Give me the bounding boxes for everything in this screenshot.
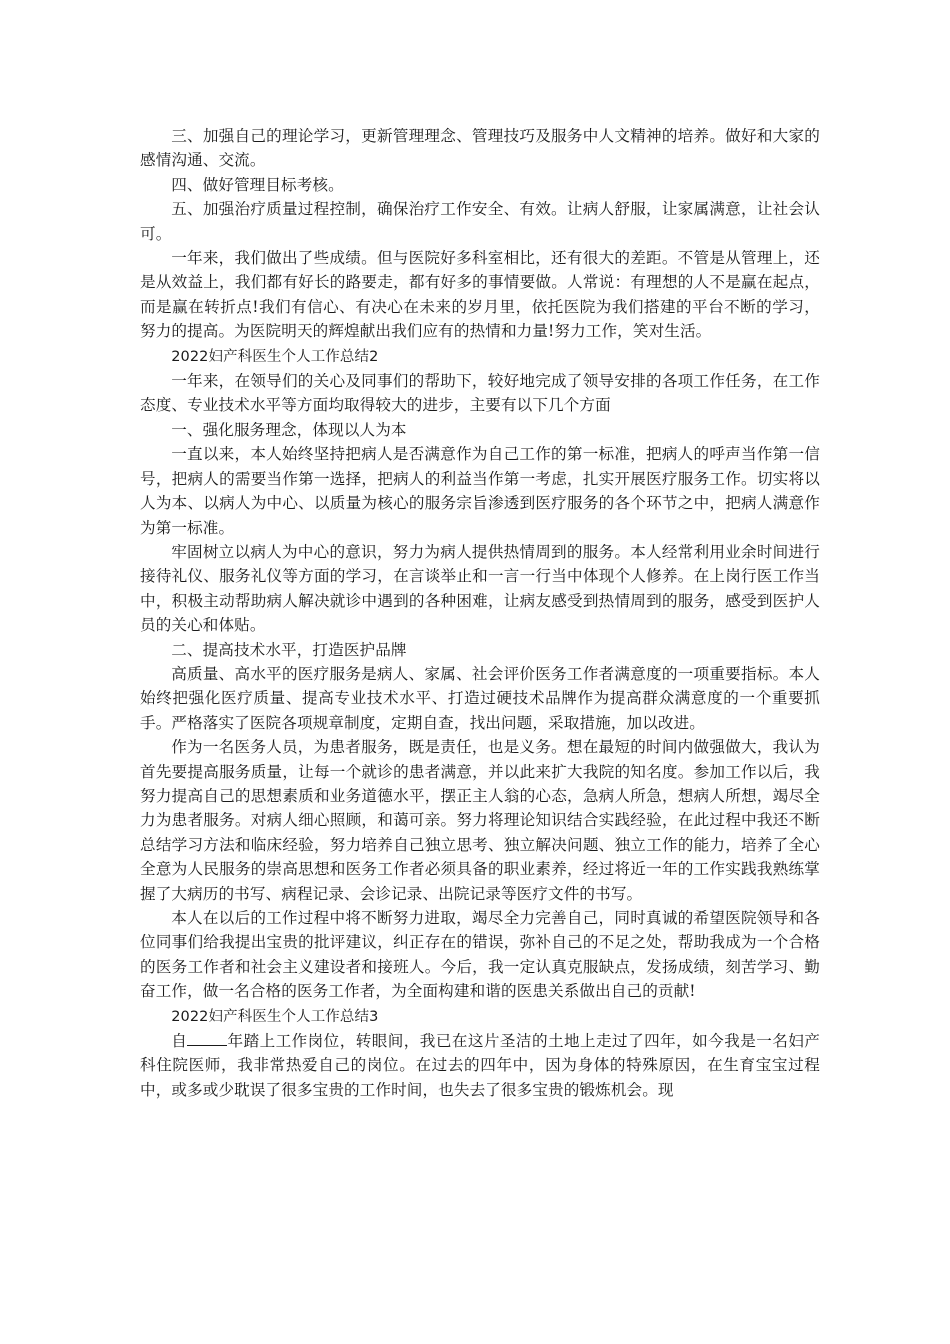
section-heading-text: 2022妇产科医生个人工作总结2 — [171, 348, 379, 365]
paragraph: 五、加强治疗质量过程控制，确保治疗工作安全、有效。让病人舒服，让家属满意，让社会认可。 — [140, 200, 820, 243]
paragraph: 一年来，在领导们的关心及同事们的帮助下，较好地完成了领导安排的各项工作任务，在工作态度、专业技术水平等方面均取得较大的进步，主要有以下几个方面 — [140, 372, 820, 415]
document-page — [140, 124, 820, 1102]
paragraph-text-start: 自 — [171, 1032, 188, 1051]
paragraph: 本人在以后的工作过程中将不断努力进取，竭尽全力完善自己，同时真诚的希望医院领导和各位同事们给我提出宝贵的批评建议，纠正存在的错误，弥补自己的不足之处，帮助我成为一个合格的医务工作者和社会主义建设者和接班人。今后，我一定认真克服缺点，发扬成绩，刻苦学习、勤奋工作，做一名合格的医务工作者，为全面构建和谐的医患关系做出自己的贡献! — [140, 909, 820, 1001]
paragraph: 一、强化服务理念，体现以人为本 — [171, 420, 407, 439]
section-heading-text: 2022妇产科医生个人工作总结3 — [171, 1008, 379, 1025]
paragraph-text-rest: 年踏上工作岗位，转眼间，我已在这片圣洁的土地上走过了四年，如今我是一名妇产科住院医师，我非常热爱自己的岗位。在过去的四年中，因为身体的特殊原因，在生育宝宝过程中，或多或少耽误了很多宝贵的工作时间，也失去了很多宝贵的锻炼机会。现 — [140, 1032, 820, 1099]
paragraph: 一直以来，本人始终坚持把病人是否满意作为自己工作的第一标准，把病人的呼声当作第一信号，把病人的需要当作第一选择，把病人的利益当作第一考虑，扎实开展医疗服务工作。切实将以人为本、以病人为中心、以质量为核心的服务宗旨渗透到医疗服务的各个环节之中，把病人满意作为第一标准。 — [140, 445, 820, 537]
paragraph: 四、做好管理目标考核。 — [171, 175, 344, 194]
paragraph: 作为一名医务人员，为患者服务，既是责任，也是义务。想在最短的时间内做强做大，我认为首先要提高服务质量，让每一个就诊的患者满意，并以此来扩大我院的知名度。参加工作以后，我努力提高自己的思想素质和业务道德水平，摆正主人翁的心态，急病人所急，想病人所想，竭尽全力为患者服务。对病人细心照顾，和蔼可亲。努力将理论知识结合实践经验，在此过程中我还不断总结学习方法和临床经验，努力培养自己独立思考、独立解决问题、独立工作的能力，培养了全心全意为人民服务的崇高思想和医务工作者必须具备的职业素养，经过将近一年的工作实践我熟练掌握了大病历的书写、病程记录、会诊记录、出院记录等医疗文件的书写。 — [140, 738, 820, 903]
paragraph: 一年来，我们做出了些成绩。但与医院好多科室相比，还有很大的差距。不管是从管理上，还是从效益上，我们都有好长的路要走，都有好多的事情要做。人常说：有理想的人不是赢在起点，而是赢在转折点!我们有信心、有决心在未来的岁月里，依托医院为我们搭建的平台不断的学习，努力的提高。为医院明天的辉煌献出我们应有的热情和力量!努力工作，笑对生活。 — [140, 249, 820, 341]
paragraph: 牢固树立以病人为中心的意识，努力为病人提供热情周到的服务。本人经常利用业余时间进行接待礼仪、服务礼仪等方面的学习，在言谈举止和一言一行当中体现个人修养。在上岗行医工作当中，积极主动帮助病人解决就诊中遇到的各种困难，让病友感受到热情周到的服务，感受到医护人员的关心和体贴。 — [140, 542, 820, 635]
paragraph: 三、加强自己的理论学习，更新管理理念、管理技巧及服务中人文精神的培养。做好和大家的感情沟通、交流。 — [140, 127, 820, 170]
fill-in-blank — [187, 1031, 227, 1046]
section-heading — [140, 1004, 820, 1029]
paragraph: 高质量、高水平的医疗服务是病人、家属、社会评价医务工作者满意度的一项重要指标。本人始终把强化医疗质量、提高专业技术水平、打造过硬技术品牌作为提高群众满意度的一个重要抓手。严格落实了医院各项规章制度，定期自查，找出问题，采取措施，加以改进。 — [140, 664, 820, 732]
paragraph-with-blank — [140, 1029, 820, 1102]
paragraph: 二、提高技术水平，打造医护品牌 — [171, 640, 407, 659]
section-heading — [140, 344, 820, 369]
